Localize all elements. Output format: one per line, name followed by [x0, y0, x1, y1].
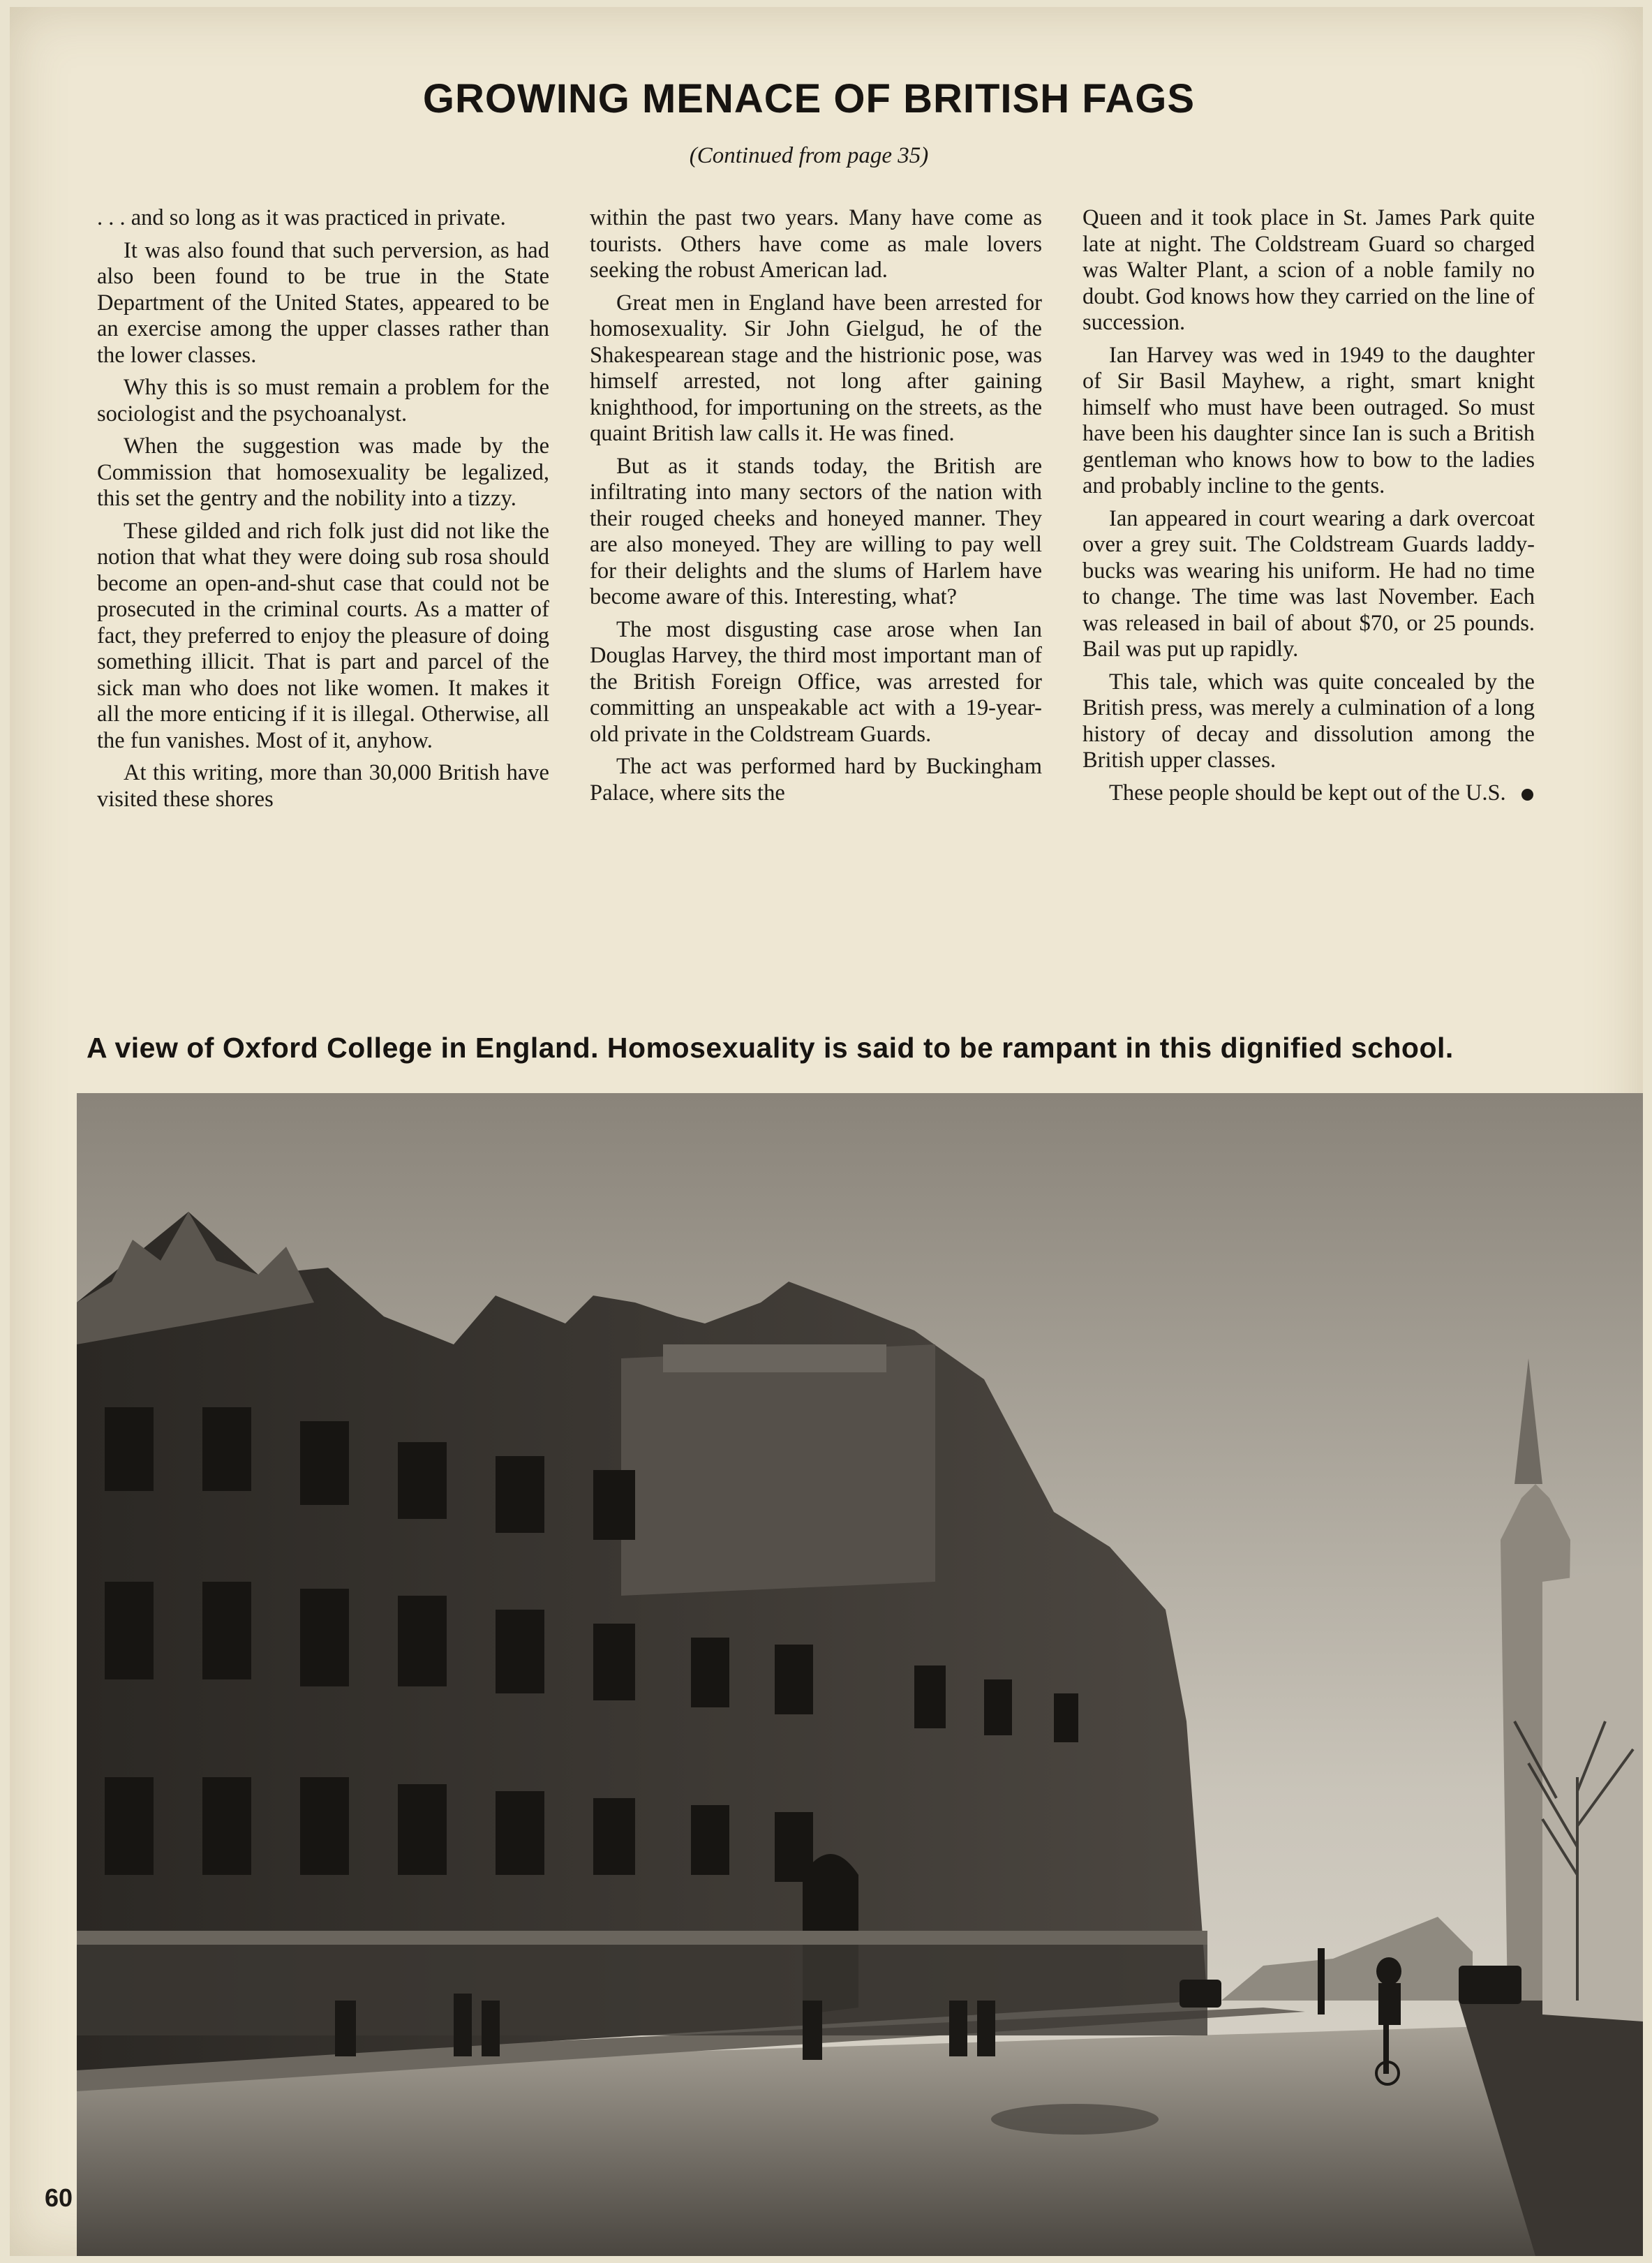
paragraph: At this writing, more than 30,000 British have visited these shores — [97, 760, 549, 812]
paragraph: Why this is so must remain a problem for the sociologist and the psychoanalyst. — [97, 375, 549, 426]
paragraph: . . . and so long as it was practiced in private. — [97, 205, 506, 230]
paragraph: The act was performed hard by Buckingham Palace, where sits the — [590, 754, 1042, 806]
paragraph: When the suggestion was made by the Commission that homosexuality be legalized, this set the gentry and the nobility into a tizzy. — [97, 433, 549, 511]
paragraph: Queen and it took place in St. James Park quite late at night. The Coldstream Guard so charged was Walter Plant, a scion of a noble family no doubt. God knows how they carried on the line of succession. — [1082, 205, 1535, 335]
article-headline: GROWING MENACE OF BRITISH FAGS — [422, 76, 1196, 121]
magazine-page — [10, 7, 1643, 2256]
paragraph: The most disgusting case arose when Ian Douglas Harvey, the third most important man of the British Foreign Office, was arrested for committing an unspeakable act with a 19-year-old private in the Coldstream Guards. — [590, 616, 1042, 747]
paragraph: But as it stands today, the British are infiltrating into many sectors of the nation with their rouged cheeks and honeyed manner. They are also moneyed. They are willing to pay well for their delights and the slums of Harlem have become aware of this. Interesting, what? — [590, 453, 1042, 609]
oxford-college-photo — [77, 1093, 1643, 2256]
paragraph: Ian appeared in court wearing a dark overcoat over a grey suit. The Coldstream Guards laddy-bucks was wearing his uniform. He had no time to change. The time was last November. Each was released in bail of about $70, or 25 pounds. Bail was put up rapidly. — [1082, 505, 1535, 662]
paragraph: Great men in England have been arrested for homosexuality. Sir John Gielgud, he of the Shakespearean stage and the histrionic pose, was himself arrested, not long after gaining knighthood, for importuning on the streets, as the quaint British law calls it. He was fined. — [590, 290, 1042, 446]
paragraph: These gilded and rich folk just did not like the notion that what they were doing sub rosa should become an open-and-shut case that could not be prosecuted in the criminal courts. As a matter of fact, they preferred to enjoy the pleasure of doing something illicit. That is part and parcel of the sick man who does not like women. It makes it all the more enticing if it is illegal. Otherwise, all the fun vanishes. Most of it, anyhow. — [97, 518, 549, 753]
paragraph: Ian Harvey was wed in 1949 to the daughter of Sir Basil Mayhew, a right, smart knight himself who must have been outraged. So must have been his daughter since Ian is such a British gentleman who knows how to bow to the ladies and probably incline to the gents. — [1082, 342, 1535, 498]
end-mark-icon — [1521, 789, 1533, 801]
page-number: 60 — [45, 2183, 73, 2212]
paragraph: within the past two years. Many have come as tourists. Others have come as male lovers seeking the robust American lad. — [590, 205, 1042, 283]
article-body — [97, 205, 1535, 819]
closing-paragraph: These people should be kept out of the U.S. — [1082, 780, 1535, 807]
text-column-1 — [97, 205, 549, 819]
paragraph: This tale, which was quite concealed by the British press, was merely a culmination of a long history of decay and dissolution among the British upper classes. — [1082, 669, 1535, 773]
photo-caption: A view of Oxford College in England. Homosexuality is said to be rampant in this dignified school. — [87, 1032, 1454, 1064]
paragraph: It was also found that such perversion, as had also been found to be true in the State Department of the United States, appeared to be an exercise among the upper classes rather than the lower classes. — [97, 237, 549, 368]
text-column-3 — [1082, 205, 1535, 819]
text-column-2 — [590, 205, 1042, 819]
continued-note: (Continued from page 35) — [689, 143, 929, 168]
